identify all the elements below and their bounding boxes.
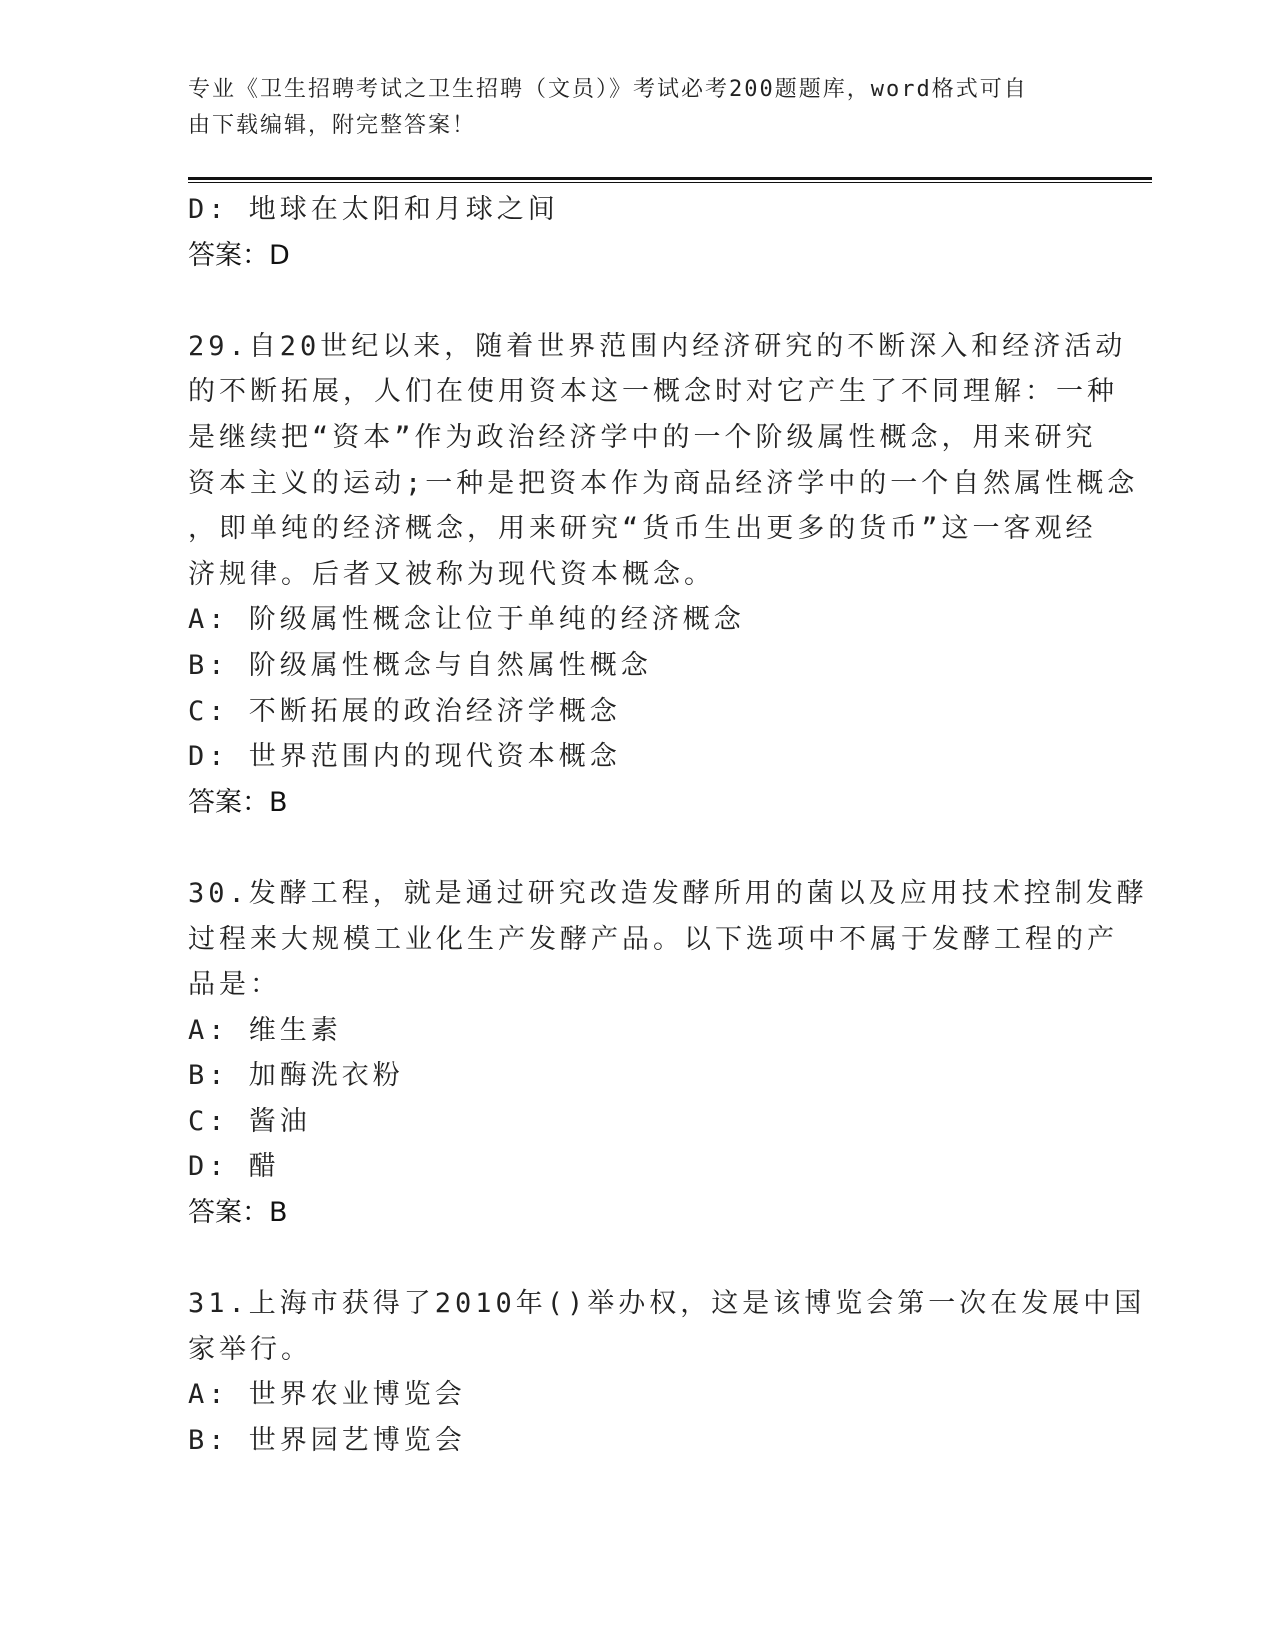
question-30-stem-line: 品是：: [188, 969, 281, 1001]
prev-answer: 答案：D: [188, 239, 290, 271]
question-29-stem-line: 资本主义的运动;一种是把资本作为商品经济学中的一个自然属性概念: [188, 467, 1139, 499]
prev-option-d: D: 地球在太阳和月球之间: [188, 194, 559, 225]
spacer: [188, 1236, 1088, 1282]
spacer: [188, 278, 1088, 324]
question-30-option-d: D: 醋: [188, 1151, 280, 1183]
question-29-option-a: A: 阶级属性概念让位于单纯的经济概念: [188, 604, 745, 636]
question-30-option-a: A: 维生素: [188, 1014, 342, 1046]
question-29: [188, 324, 1139, 826]
question-31-stem-line: 31.上海市获得了2010年()举办权，这是该博览会第一次在发展中国: [188, 1288, 1146, 1320]
question-29-option-d: D: 世界范围内的现代资本概念: [188, 741, 621, 773]
question-31-option-b: B: 世界园艺博览会: [188, 1425, 466, 1457]
question-29-stem-line: 济规律。后者又被称为现代资本概念。: [188, 558, 715, 590]
question-29-stem-line: ，即单纯的经济概念，用来研究“货币生出更多的货币”这一客观经: [188, 513, 1097, 545]
question-29-stem-line: 29.自20世纪以来，随着世界范围内经济研究的不断深入和经济活动: [188, 330, 1127, 362]
question-29-answer: 答案：B: [188, 786, 288, 818]
question-30-stem-line: 过程来大规模工业化生产发酵产品。以下选项中不属于发酵工程的产: [188, 923, 1118, 955]
header-rule-thick: [188, 177, 1152, 180]
question-31: [188, 1281, 1146, 1463]
header-line-2: 由下载编辑，附完整答案！: [188, 113, 477, 138]
header-line-1: 专业《卫生招聘考试之卫生招聘（文员）》考试必考200题题库，word格式可自: [188, 77, 1028, 102]
question-30: [188, 871, 1148, 1236]
question-30-option-c: C: 酱油: [188, 1105, 311, 1137]
question-29-option-b: B: 阶级属性概念与自然属性概念: [188, 649, 652, 681]
question-31-stem-line: 家举行。: [188, 1333, 312, 1365]
header-rule-thin: [188, 182, 1152, 183]
question-30-option-b: B: 加酶洗衣粉: [188, 1060, 404, 1092]
question-29-stem-line: 的不断拓展，人们在使用资本这一概念时对它产生了不同理解：一种: [188, 376, 1118, 408]
question-30-answer: 答案：B: [188, 1197, 288, 1229]
question-31-option-a: A: 世界农业博览会: [188, 1379, 466, 1411]
document-body: [188, 187, 1148, 1464]
question-29-stem-line: 是继续把“资本”作为政治经济学中的一个阶级属性概念，用来研究: [188, 421, 1097, 453]
spacer: [188, 825, 1088, 871]
question-30-stem-line: 30.发酵工程，就是通过研究改造发酵所用的菌以及应用技术控制发酵: [188, 877, 1148, 909]
question-29-option-c: C: 不断拓展的政治经济学概念: [188, 695, 621, 727]
document-header: [188, 72, 1068, 144]
